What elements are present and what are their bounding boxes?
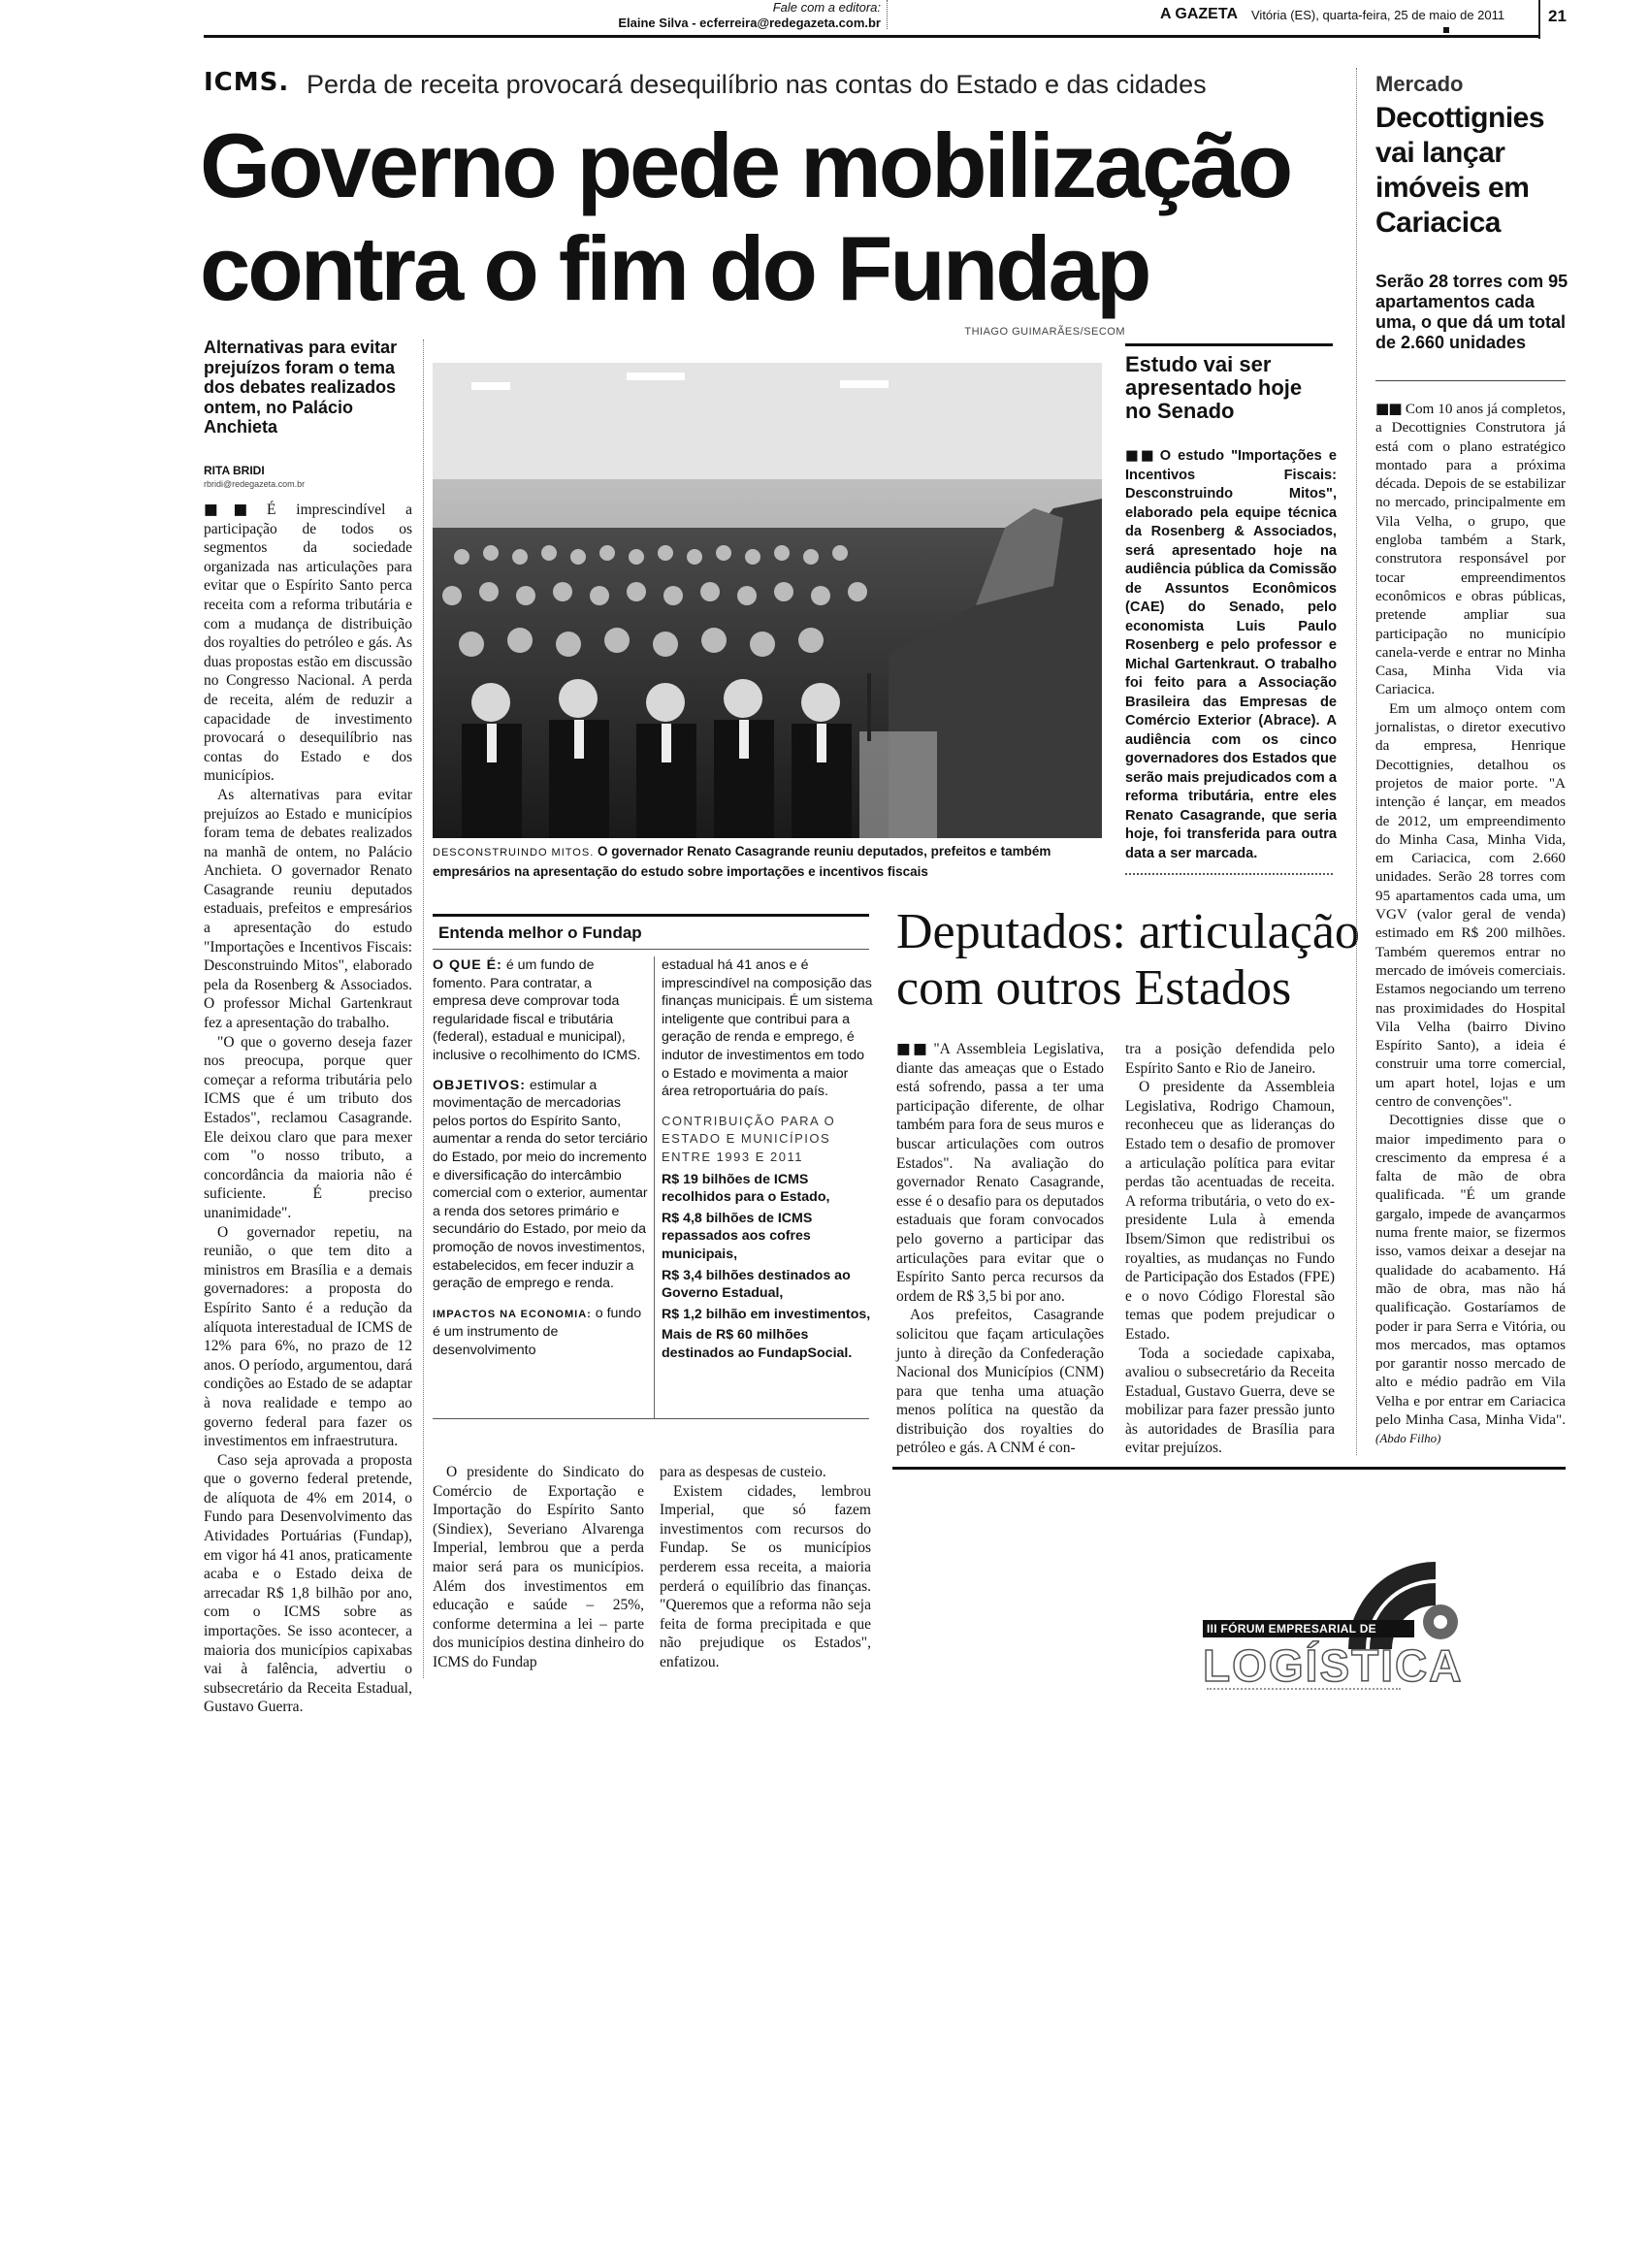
market-deck-rule [1375, 380, 1566, 381]
place-date: Vitória (ES), quarta-feira, 25 de maio de 2011 [1251, 8, 1505, 22]
fundap-objectives-text: estimular a movimentação de mercadorias pelos portos do Espírito Santo, aumentar a renda do setor terciário do Estado, por meio do incremento e diversificação do intercâmbio comercial com o exterior, aumentar a renda dos setores primário e secundário do Estado, por meio da promoção de novos investimentos, estabelecidos, em fecer induzir a geração de emprego e renda. [433, 1077, 648, 1292]
main-col1-p1: ■■ É imprescindível a participação de todos os segmentos da sociedade organizada nas articulações para evitar que o Espírito Santo perca receita com a reforma tributária e com a mudança de distribuição dos royalties do petróleo e gás. As duas propostas estão em discussão no Congresso Nacional. A perda de receita, além de reduzir a capacidade de investimento provocará o desequilíbrio nas contas do Estado e dos municípios. [204, 501, 413, 785]
photo-caption [433, 842, 1102, 881]
deputies-col1 [896, 1040, 1104, 1458]
fundap-col-divider [654, 956, 655, 1418]
deputies-col1-p2: Aos prefeitos, Casagrande solicitou que façam articulações junto à direção da Confederação Nacional dos Municípios (CNM) para que tenha uma atuação menos política na questão da distribuição dos royalties do petróleo e gás. A CNM é con- [896, 1307, 1104, 1457]
fundap-what [433, 956, 648, 1065]
ad-line2: LOGÍSTICA [1203, 1640, 1464, 1691]
fundap-top-rule [433, 914, 869, 917]
fundap-col2-text: estadual há 41 anos e é imprescindível na composição das finanças municipais. É um sistema inteligente que contribui para a geração de renda e emprego, é indutor de investimentos em todo o Estado e movimenta a maior área retroportuária do país. [662, 957, 873, 1100]
fundap-title: Entenda melhor o Fundap [438, 923, 642, 942]
deputies-col2-p2: O presidente da Assembleia Legislativa, Rodrigo Chamoun, reconheceu que as lideranças do Estado tem o desafio de promover a articulação política para evitar perdas tão acentuadas de receita. A reforma tributária, o veto do ex-presidente Lula à emenda Ibsem/Simon que redistribui os royalties, as mudanças no Fundo de Participação dos Estados (FPE) e o novo Código Florestal são temas que podem prejudicar o Estado. [1125, 1079, 1335, 1343]
paragraph-marker-icon: ■■ [896, 1040, 930, 1057]
deputies-headline-line1: Deputados: articulação [896, 904, 1360, 959]
fundap-stat-5: Mais de R$ 60 milhões destinados ao FundapSocial. [662, 1327, 853, 1361]
main-headline-line1: Governo pede mobilização [200, 114, 1291, 216]
fundap-what-label: O QUE É: [433, 957, 502, 973]
byline-name: RITA BRIDI [204, 464, 265, 477]
deputies-col2-p3: Toda a sociedade capixaba, avaliou o subsecretário da Receita Estadual, Gustavo Guerra, deve se mobilizar para fazer pressão junto às autoridades de Brasília para evitar prejuízos. [1125, 1345, 1335, 1457]
market-divider [1356, 68, 1357, 1455]
editor-contact: Elaine Silva - ecferreira@redegazeta.com.br [618, 16, 881, 30]
deputies-col2 [1125, 1040, 1335, 1458]
fundap-col2 [662, 956, 873, 1365]
header-vertical-divider [887, 0, 889, 29]
study-top-rule [1125, 343, 1333, 346]
fundap-bottom-line [433, 1418, 869, 1419]
fundap-impact-label: IMPACTOS NA ECONOMIA: [433, 1308, 592, 1320]
fundap-contribution-label: CONTRIBUIÇÃO PARA O ESTADO E MUNICÍPIOS ENTRE 1993 E 2011 [662, 1113, 836, 1164]
photo-credit: THIAGO GUIMARÃES/SECOM [964, 326, 1125, 338]
market-p1: ■■ Com 10 anos já completos, a Decottignies Construtora já está com o plano estratégico montado para a próxima década. Depois de se estabilizar no mercado, principalmente em Vila Velha, o grupo, que engloba também a Stark, construtora responsável por tocar empreendimentos econômicos e obras públicas, pretende ampliar sua participação no município canela-verde e entrar no Minha Casa, Minha Vida via Cariacica. [1375, 400, 1567, 698]
market-signature: (Abdo Filho) [1375, 1431, 1441, 1446]
header-rule [204, 35, 1538, 38]
fundap-header-line [433, 949, 869, 950]
fundap-objectives [433, 1077, 648, 1293]
fundap-objectives-label: OBJETIVOS: [433, 1077, 526, 1093]
fundap-col1 [433, 956, 648, 1371]
paragraph-marker-icon: ■■ [1375, 400, 1402, 417]
main-col1-p3: "O que o governo deseja fazer nos preocupa, porque quer começar a reforma tributária pelo ICMS que é um tributo dos Estados", reclamou Casagrande. Ele deixou claro que para mexer com "o nosso tributo, a concordância da maioria não é suficiente. É preciso unanimidade". [204, 1033, 412, 1221]
caption-tag: DESCONSTRUINDO MITOS. [433, 847, 595, 859]
main-col3 [660, 1463, 871, 1672]
study-text-block [1125, 446, 1337, 863]
main-col1-p5: Caso seja aprovada a proposta que o governo federal pretende, de alíquota de 4% em 2014, o Fundo para Desenvolvimento das Atividades Portuárias (Fundap), em vigor há 41 anos, praticamente acaba e o Estado deixa de arrecadar R$ 1,8 bilhão por ano, com o ICMS sobre as importações. Se isso acontecer, a maioria dos municípios capixabas vai à falência, advertiu o subsecretário da Receita Estadual, Gustavo Guerra. [204, 1451, 412, 1716]
study-text: O estudo "Importações e Incentivos Fiscais: Desconstruindo Mitos", elaborado pela equipe técnica da Rosenberg & Associados, será apresentado hoje na audiência pública da Comissão de Assuntos Econômicos (CAE) do Senado, pelo economista Luis Paulo Rosenberg e pelo professor e Michal Gartenkraut. O trabalho foi feito para a Associação Brasileira das Empresas de Comércio Exterior (Abrace). A audiência com os cinco governadores dos Estados que serão mais prejudicados com a reforma tributária, entre eles Renato Casagrande, que seria hoje, foi transferida para outra data a ser marcada. [1125, 448, 1338, 861]
main-col2-p1: O presidente do Sindicato do Comércio de Exportação e Importação do Espírito Santo (Sindiex), Severiano Alvarenga Imperial, lembrou que a perda maior será para os municípios. Além dos investimentos em educação e saúde – 25%, conforme determina a lei – parte dos municípios destina dinheiro do ICMS do Fundap [433, 1464, 644, 1670]
main-subtitle: Perda de receita provocará desequilíbrio nas contas do Estado e das cidades [307, 70, 1207, 99]
main-col1-p4: O governador repetiu, na reunião, o que tem dito a ministros em Brasília e a demais governadores: a proposta do Espírito Santo é a redução da alíquota interestadual de ICMS de 12% para 6%, no prazo de 12 anos. O período, argumentou, dará condições ao Estado de se adaptar à nova realidade e tempo ao governo federal para fazer os investimentos em infraestrutura. [204, 1223, 412, 1450]
main-kicker: ICMS. [204, 68, 290, 97]
main-col3-p1: para as despesas de custeio. [660, 1464, 826, 1480]
deputies-col2-p1: tra a posição defendida pelo Espírito Santo e Rio de Janeiro. [1125, 1041, 1335, 1077]
market-p3: Decottignies disse que o maior impedimento para o crescimento da empresa é a falta de mão de obra qualificada. "É um grande gargalo, impede de avançarmos numa frente maior, se fizermos isso, vamos deixar a desejar na qualidade do acabamento. Há mão de obra, mas não há qualificação. Gostaríamos de poder ir para Serra e Vitória, ou mos mercados, mas optamos por garantir nosso mercado de alto e médio padrão em Vila Velha e por entrar em Cariacica pelo Minha Casa, Minha Vida". (Abdo Filho) [1375, 1112, 1566, 1446]
deputies-col1-p1: ■■ "A Assembleia Legislativa, diante das ameaças que o Estado está sofrendo, passa a ter uma participação diferente, de olhar também para fora de seus muros e buscar articulações com outros Estados". Na avaliação do governador Renato Casagrande, esse é o desafio para os deputados estaduais que foram convocados pelo governo a participar das articulações para evitar que o Espírito Santo perca recursos da ordem de R$ 3,5 bi por ano. [896, 1040, 1104, 1305]
fundap-stat-3: R$ 3,4 bilhões destinados ao Governo Estadual, [662, 1267, 851, 1302]
main-col1 [204, 501, 413, 1716]
caption-text: O governador Renato Casagrande reuniu deputados, prefeitos e também empresários na apresentação do estudo sobre importações e incentivos fiscais [433, 844, 1051, 879]
main-deck: Alternativas para evitar prejuízos foram o tema dos debates realizados ontem, no Palácio Anchieta [204, 338, 398, 437]
fundap-stat-4: R$ 1,2 bilhão em investimentos, [662, 1306, 871, 1322]
deputies-headline-line2: com outros Estados [896, 960, 1292, 1016]
paragraph-marker-icon: ■■ [1125, 447, 1156, 464]
fundap-impact-text: o fundo é um instrumento de desenvolvimento [433, 1305, 642, 1358]
fundap-impact [433, 1305, 648, 1360]
main-col1-p2: As alternativas para evitar prejuízos ao Estado e municípios foram tema de debates realizados na manhã de ontem, no Palácio Anchieta. O governador Renato Casagrande reuniu deputados estaduais, prefeitos e empresários a apresentação do estudo "Importações e Incentivos Fiscais: Desconstruindo Mitos", elaborado pela da Rosenberg & Associados. O professor Michal Gartenkraut fez a apresentação do trabalho. [204, 786, 412, 1032]
byline-email: rbridi@redegazeta.com.br [204, 479, 306, 489]
market-deck: Serão 28 torres com 95 apartamentos cada uma, o que dá um total de 2.660 unidades [1375, 272, 1568, 352]
header-page-divider [1538, 0, 1540, 39]
main-col3-p2: Existem cidades, lembrou Imperial, que só fazem investimentos com recursos do Fundap. Se os municípios perderem essa receita, a maioria perderá o equilíbrio das finanças. "Queremos que a reforma não seja feita de forma precipitada e que não prejudique os Estados", enfatizou. [660, 1482, 871, 1670]
fundap-stat-1: R$ 19 bilhões de ICMS recolhidos para o Estado, [662, 1171, 830, 1206]
page-number: 21 [1548, 7, 1567, 25]
market-kicker: Mercado [1375, 72, 1464, 96]
market-text [1375, 400, 1566, 1448]
ad-line1: III FÓRUM EMPRESARIAL DE [1203, 1620, 1414, 1637]
market-headline: Decottignies vai lançar imóveis em Cariacica [1375, 102, 1545, 239]
paper-name: A GAZETA [1160, 6, 1238, 22]
ad-underline [1207, 1688, 1401, 1690]
main-col2 [433, 1463, 644, 1672]
fundap-stat-2: R$ 4,8 bilhões de ICMS repassados aos cofres municipais, [662, 1210, 813, 1262]
study-bottom-rule [1125, 873, 1333, 875]
main-col1-divider [423, 340, 424, 1678]
header-small-marker [1443, 27, 1449, 33]
logistics-forum-ad[interactable] [1203, 1552, 1465, 1698]
market-p2: Em um almoço ontem com jornalistas, o diretor executivo da empresa, Henrique Decottignies, detalhou os projetos de maior porte. "A intenção é lançar, em meados de 2012, um empreendimento do Minha Casa, Minha Vida, em Cariacica, com 2.660 unidades. Serão 28 torres com 95 apartamentos cada uma, um VGV (valor geral de venda) estimado em R$ 200 milhões. Também queremos entrar no mercado de imóveis comerciais. Estamos negociando um terreno nas proximidades do Hospital Vila Velha (bairro Divino Espírito Santo), a ideia é construir uma torre comercial, um apart hotel, lojas e um centro de convenções". [1375, 699, 1566, 1110]
deputies-bottom-rule [892, 1467, 1566, 1470]
conference-photo [433, 363, 1102, 838]
main-headline-line2: contra o fim do Fundap [200, 217, 1149, 319]
editor-label: Fale com a editora: [772, 0, 881, 15]
fundap-what-text: é um fundo de fomento. Para contratar, a empresa deve comprovar toda regularidade fiscal e tributária (federal), estadual e municipal), inclusive o recolhimento do ICMS. [433, 957, 641, 1063]
paragraph-marker-icon: ■■ [204, 501, 264, 518]
study-title: Estudo vai ser apresentado hoje no Senado [1125, 352, 1303, 423]
